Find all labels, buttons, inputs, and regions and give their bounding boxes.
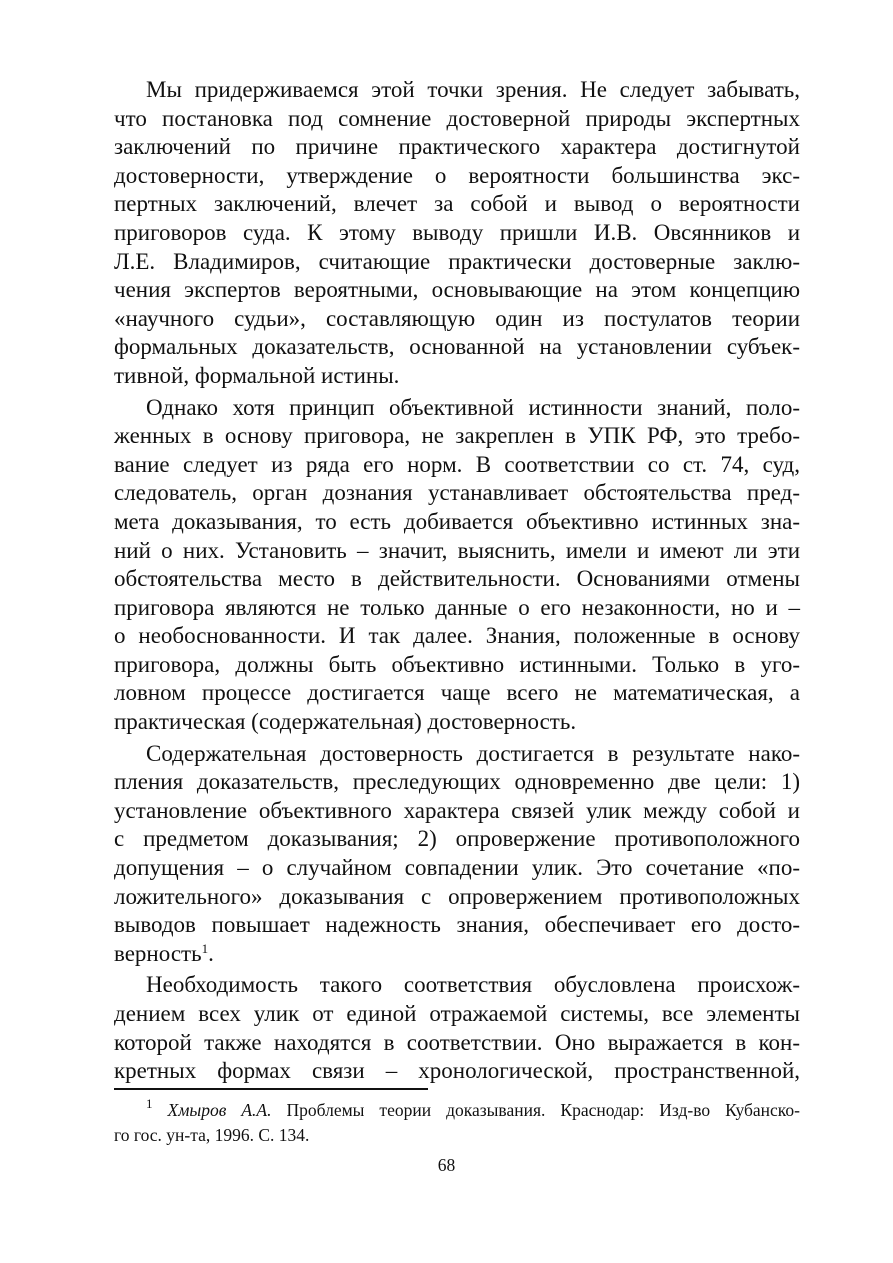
footnote-marker: 1 bbox=[146, 1096, 153, 1111]
text-line: чения экспертов вероятными, основывающие на этом концепцию bbox=[114, 277, 800, 303]
text-line: выводов повышает надежность знания, обеспечивает его досто- bbox=[114, 912, 800, 938]
text-line: с предметом доказывания; 2) опровержение противоположного bbox=[114, 826, 800, 852]
text-line: пления доказательств, преследующих одновременно две цели: 1) bbox=[114, 769, 800, 795]
footnote-line bbox=[114, 1098, 800, 1123]
footnote-reference: 1 bbox=[201, 940, 209, 956]
text-line bbox=[114, 940, 800, 969]
text-line: кретных формах связи – хронологической, пространственной, bbox=[114, 1058, 800, 1084]
text-line: женных в основу приговора, не закреплен в УПК РФ, это требо- bbox=[114, 423, 800, 449]
text-line: мета доказывания, то есть добивается объективно истинных зна- bbox=[114, 508, 800, 534]
text-line: приговоров суда. К этому выводу пришли И.В. Овсянников и bbox=[114, 219, 800, 245]
footnote bbox=[114, 1098, 800, 1148]
text-line: ложительного» доказывания с опровержением противоположных bbox=[114, 883, 800, 909]
paragraph-2 bbox=[114, 394, 800, 737]
text-line: Необходимость такого соответствия обусловлена происхож- bbox=[146, 972, 800, 998]
text-line: формальных доказательств, основанной на установлении субъек- bbox=[114, 334, 800, 360]
text-line: приговора, должны быть объективно истинными. Только в уго- bbox=[114, 651, 800, 677]
text-line: следователь, орган дознания устанавливает обстоятельства пред- bbox=[114, 480, 800, 506]
paragraph-1 bbox=[114, 76, 800, 391]
text-line: тивной, формальной истины. bbox=[114, 362, 400, 388]
paragraph-3 bbox=[114, 740, 800, 969]
text-line: пертных заключений, влечет за собой и вывод о вероятности bbox=[114, 191, 800, 217]
text-line: Л.Е. Владимиров, считающие практически достоверные заклю- bbox=[114, 248, 800, 274]
text-line: достоверности, утверждение о вероятности большинства экс- bbox=[114, 162, 800, 188]
text-line: Мы придерживаемся этой точки зрения. Не следует забывать, bbox=[146, 77, 800, 102]
text-line: дением всех улик от единой отражаемой системы, все элементы bbox=[114, 1001, 800, 1026]
text-fragment: . bbox=[208, 940, 214, 966]
text-line: обстоятельства место в действительности. Основаниями отмены bbox=[114, 566, 800, 592]
footnote-divider bbox=[114, 1088, 428, 1090]
footnote-text: Проблемы теории доказывания. Краснодар: Изд-во Кубанско- bbox=[271, 1100, 800, 1120]
page-number: 68 bbox=[437, 1155, 456, 1175]
paragraph-4 bbox=[114, 971, 800, 1085]
text-line: заключений по причине практического характера достигнутой bbox=[114, 134, 800, 160]
body-text bbox=[114, 76, 800, 1086]
text-line: Однако хотя принцип объективной истинности знаний, поло- bbox=[146, 394, 800, 420]
text-line: практическая (содержательная) достоверность. bbox=[114, 709, 577, 735]
text-line: Содержательная достоверность достигается в результате нако- bbox=[146, 740, 800, 766]
text-line: о необоснованности. И так далее. Знания, положенные в основу bbox=[114, 623, 800, 649]
text-fragment: верность bbox=[114, 940, 202, 966]
text-line: допущения – о случайном совпадении улик. Это сочетание «по- bbox=[114, 855, 800, 881]
text-line: вание следует из ряда его норм. В соответствии со ст. 74, суд, bbox=[114, 451, 800, 477]
footnote-line: го гос. ун-та, 1996. С. 134. bbox=[114, 1125, 310, 1145]
text-line: что постановка под сомнение достоверной природы экспертных bbox=[114, 105, 800, 131]
text-line: установление объективного характера связей улик между собой и bbox=[114, 797, 800, 823]
text-line: ловном процессе достигается чаще всего не математическая, а bbox=[114, 680, 800, 706]
text-line: которой также находятся в соответствии. Оно выражается в кон- bbox=[114, 1029, 800, 1055]
text-line: ний о них. Установить – значит, выяснить, имели и имеют ли эти bbox=[114, 537, 800, 563]
text-line: приговора являются не только данные о его незаконности, но и – bbox=[114, 594, 800, 620]
text-line: «научного судьи», составляющую один из постулатов теории bbox=[114, 305, 800, 331]
footnote-author: Хмыров А.А. bbox=[167, 1100, 272, 1120]
